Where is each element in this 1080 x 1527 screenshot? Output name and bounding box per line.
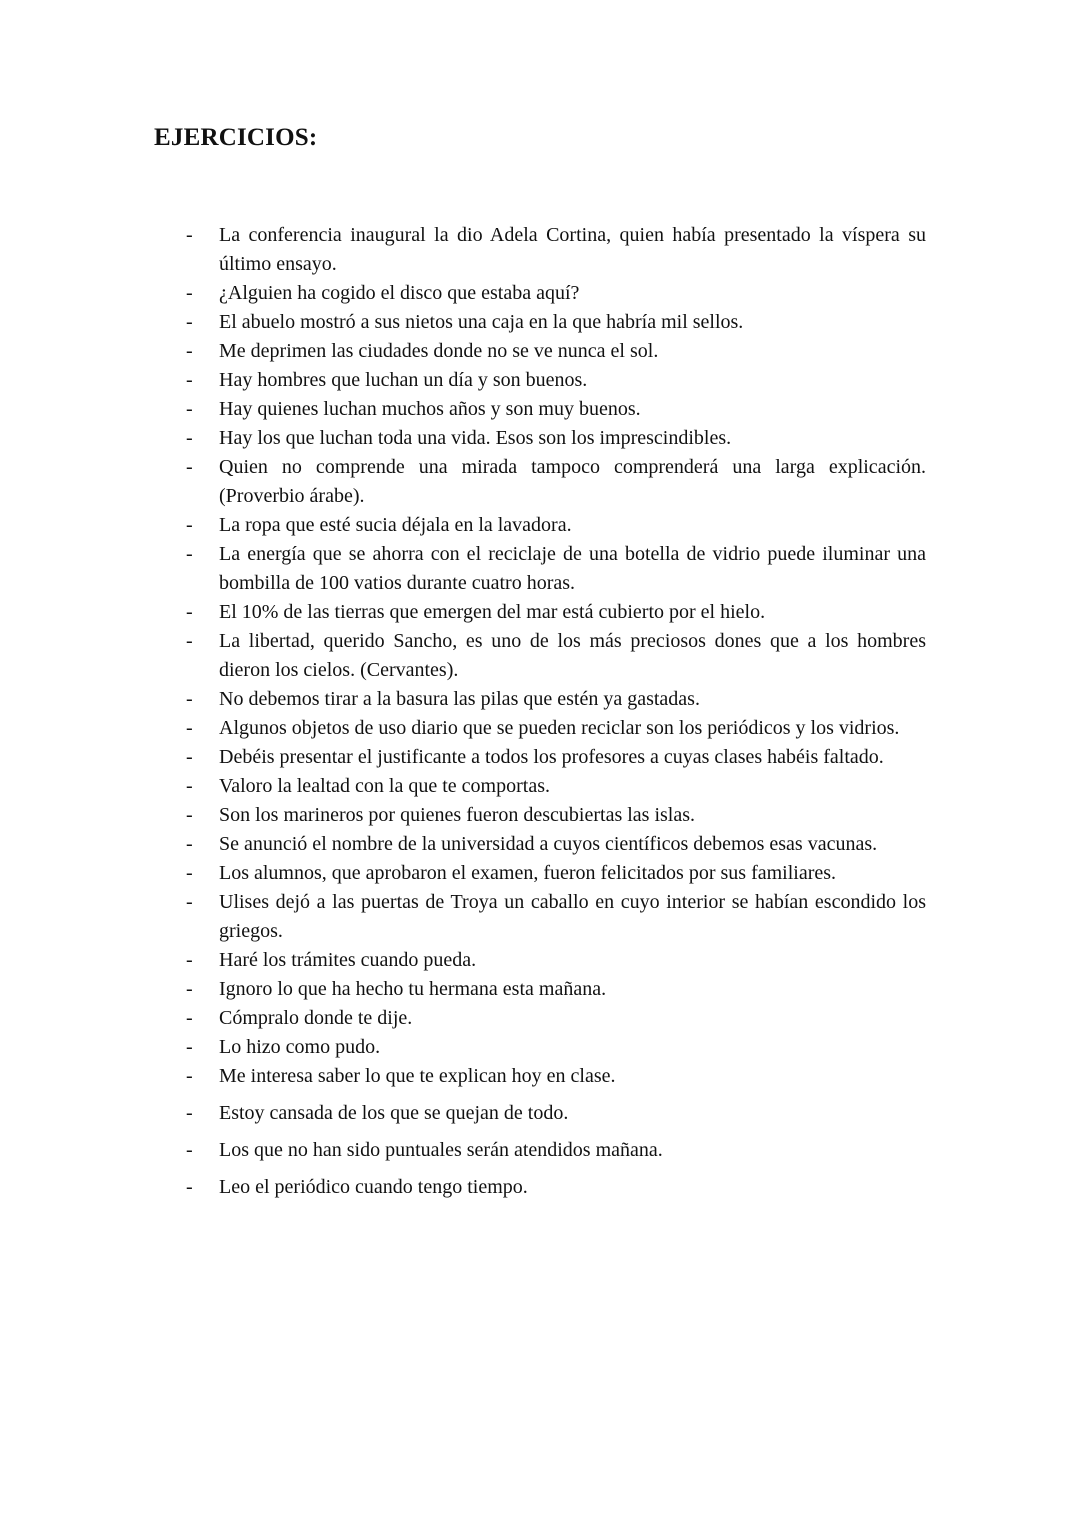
sentence-text: Haré los trámites cuando pueda. — [219, 949, 477, 971]
list-item — [0, 627, 926, 685]
sentence-text: Ignoro lo que ha hecho tu hermana esta mañana. — [219, 978, 607, 1000]
sentence-text: La energía que se ahorra con el reciclaje de una botella de vidrio puede iluminar una bombilla de 100 vatios durante cuatro horas. — [219, 543, 926, 594]
list-item — [0, 337, 926, 366]
bullet-dash: - — [186, 1065, 193, 1087]
sentence-text: La ropa que esté sucia déjala en la lavadora. — [219, 514, 572, 536]
bullet-dash: - — [186, 311, 193, 333]
bullet-dash: - — [186, 340, 193, 362]
sentence-text: Leo el periódico cuando tengo tiempo. — [219, 1176, 528, 1198]
sentence-text: Me interesa saber lo que te explican hoy en clase. — [219, 1065, 616, 1087]
bullet-dash: - — [186, 514, 193, 536]
sentence-text: El 10% de las tierras que emergen del mar está cubierto por el hielo. — [219, 601, 766, 623]
sentence-text: Hay los que luchan toda una vida. Esos son los imprescindibles. — [219, 427, 732, 449]
bullet-dash: - — [186, 398, 193, 420]
list-item — [0, 279, 926, 308]
list-item — [0, 830, 926, 859]
list-item — [0, 221, 926, 279]
list-item — [0, 1004, 926, 1033]
sentence-text: No debemos tirar a la basura las pilas que estén ya gastadas. — [219, 688, 700, 710]
list-item — [0, 888, 926, 946]
bullet-dash: - — [186, 688, 193, 710]
list-item — [0, 1062, 926, 1091]
list-item — [0, 946, 926, 975]
bullet-dash: - — [186, 369, 193, 391]
sentence-text: Lo hizo como pudo. — [219, 1036, 381, 1058]
sentence-text: Se anunció el nombre de la universidad a cuyos científicos debemos esas vacunas. — [219, 833, 878, 855]
list-item — [0, 801, 926, 830]
sentence-text: Son los marineros por quienes fueron descubiertas las islas. — [219, 804, 696, 826]
sentence-text: La libertad, querido Sancho, es uno de los más preciosos dones que a los hombres dieron los cielos. (Cervantes). — [219, 630, 926, 681]
list-item — [0, 424, 926, 453]
bullet-dash: - — [186, 224, 193, 246]
sentence-text: ¿Alguien ha cogido el disco que estaba aquí? — [219, 282, 580, 304]
sentence-text: La conferencia inaugural la dio Adela Cortina, quien había presentado la víspera su último ensayo. — [219, 224, 926, 275]
sentence-text: Hay hombres que luchan un día y son buenos. — [219, 369, 588, 391]
list-item — [0, 1099, 926, 1128]
list-item — [0, 1033, 926, 1062]
list-item — [0, 685, 926, 714]
page-title: EJERCICIOS: — [154, 124, 318, 151]
sentence-text: Ulises dejó a las puertas de Troya un caballo en cuyo interior se habían escondido los griegos. — [219, 891, 926, 942]
list-item — [0, 1173, 926, 1202]
bullet-dash: - — [186, 1176, 193, 1198]
sentence-text: Los que no han sido puntuales serán atendidos mañana. — [219, 1139, 663, 1161]
bullet-dash: - — [186, 1139, 193, 1161]
list-item — [0, 366, 926, 395]
bullet-dash: - — [186, 717, 193, 739]
list-item — [0, 511, 926, 540]
sentence-text: Quien no comprende una mirada tampoco comprenderá una larga explicación. (Proverbio árabe). — [219, 456, 926, 507]
bullet-dash: - — [186, 543, 193, 565]
bullet-dash: - — [186, 601, 193, 623]
sentence-text: Estoy cansada de los que se quejan de todo. — [219, 1102, 569, 1124]
list-item — [0, 308, 926, 337]
sentence-text: Valoro la lealtad con la que te comportas. — [219, 775, 550, 797]
list-item — [0, 395, 926, 424]
bullet-dash: - — [186, 630, 193, 652]
bullet-dash: - — [186, 1102, 193, 1124]
list-item — [0, 1136, 926, 1165]
list-item — [0, 743, 926, 772]
exercise-list — [0, 221, 1080, 1202]
sentence-text: Algunos objetos de uso diario que se pueden reciclar son los periódicos y los vidrios. — [219, 717, 900, 739]
list-item — [0, 714, 926, 743]
bullet-dash: - — [186, 891, 193, 913]
bullet-dash: - — [186, 804, 193, 826]
sentence-text: El abuelo mostró a sus nietos una caja en la que habría mil sellos. — [219, 311, 744, 333]
sentence-text: Me deprimen las ciudades donde no se ve nunca el sol. — [219, 340, 659, 362]
sentence-text: Debéis presentar el justificante a todos los profesores a cuyas clases habéis faltado. — [219, 746, 884, 768]
bullet-dash: - — [186, 833, 193, 855]
bullet-dash: - — [186, 427, 193, 449]
sentence-text: Los alumnos, que aprobaron el examen, fueron felicitados por sus familiares. — [219, 862, 837, 884]
bullet-dash: - — [186, 1036, 193, 1058]
bullet-dash: - — [186, 949, 193, 971]
list-item — [0, 975, 926, 1004]
list-item — [0, 453, 926, 511]
bullet-dash: - — [186, 282, 193, 304]
bullet-dash: - — [186, 456, 193, 478]
bullet-dash: - — [186, 775, 193, 797]
bullet-dash: - — [186, 862, 193, 884]
list-item — [0, 540, 926, 598]
list-item — [0, 772, 926, 801]
bullet-dash: - — [186, 1007, 193, 1029]
bullet-dash: - — [186, 978, 193, 1000]
list-item — [0, 859, 926, 888]
sentence-text: Cómpralo donde te dije. — [219, 1007, 413, 1029]
bullet-dash: - — [186, 746, 193, 768]
sentence-text: Hay quienes luchan muchos años y son muy buenos. — [219, 398, 641, 420]
list-item — [0, 598, 926, 627]
